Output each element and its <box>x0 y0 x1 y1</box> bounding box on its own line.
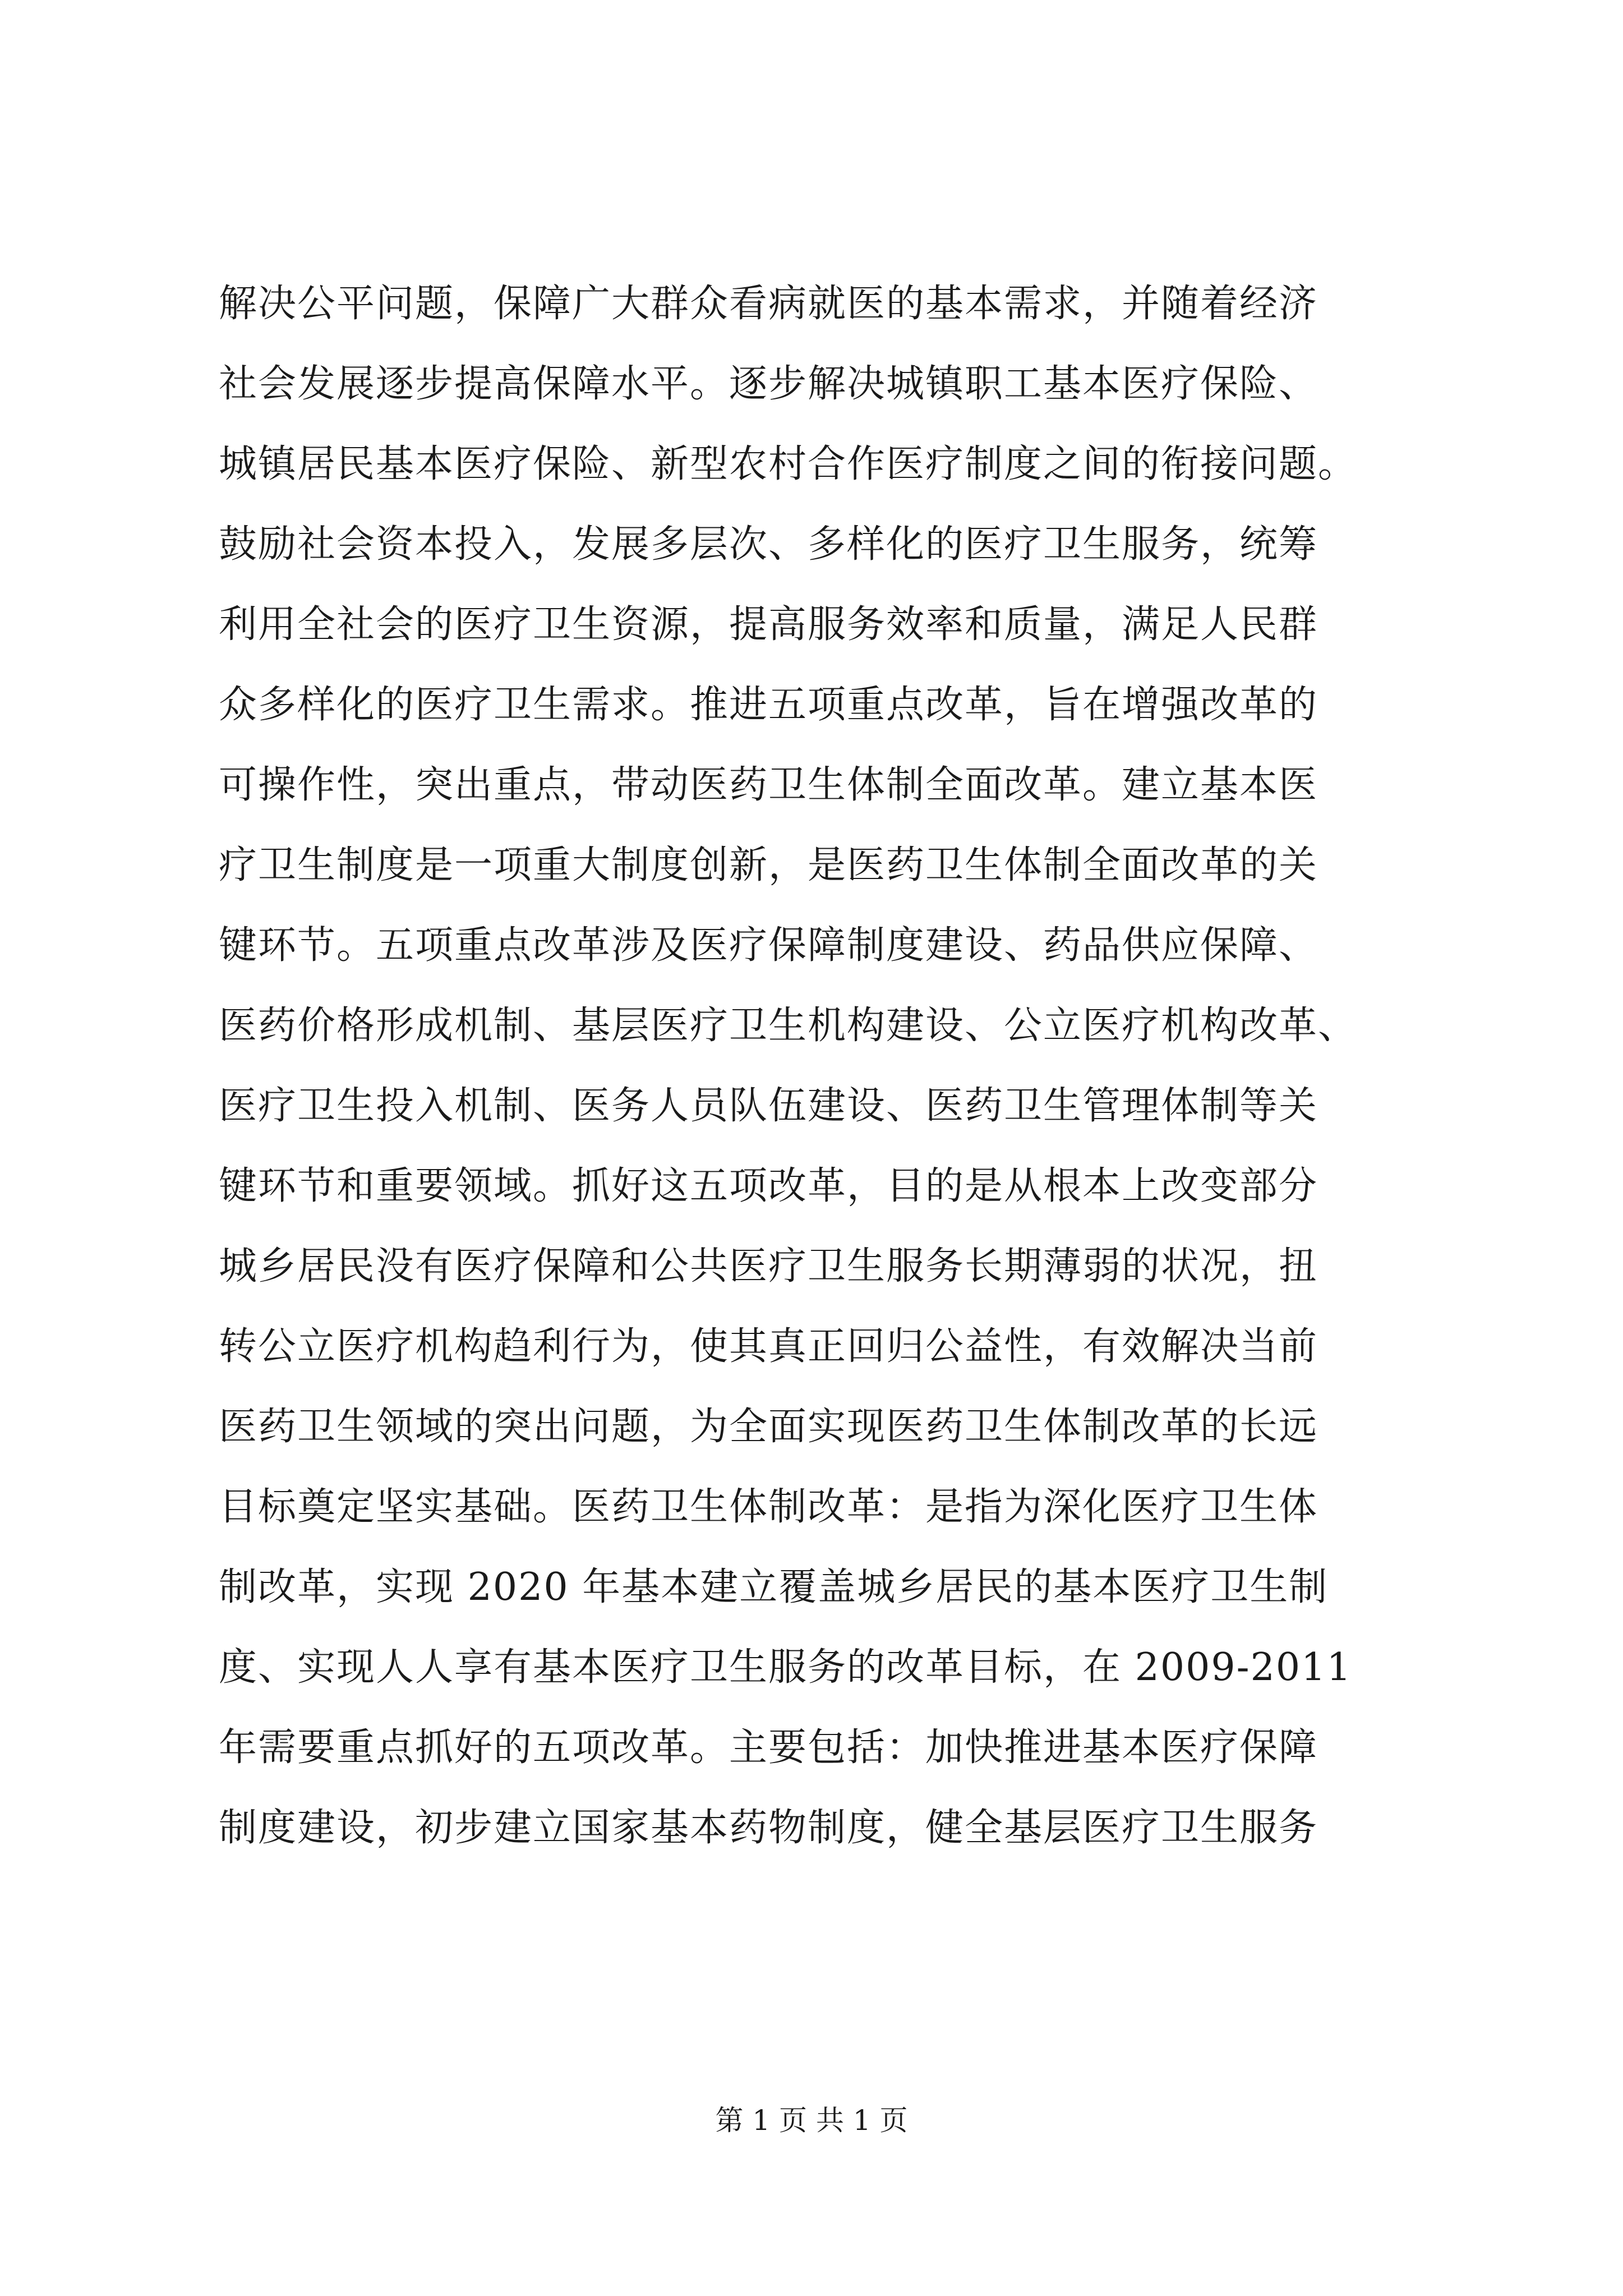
text-line: 制改革，实现 2020 年基本建立覆盖城乡居民的基本医疗卫生制 <box>219 1565 1329 1609</box>
text-line: 城乡居民没有医疗保障和公共医疗卫生服务长期薄弱的状况，扭 <box>219 1244 1318 1289</box>
text-line: 键环节。五项重点改革涉及医疗保障制度建设、药品供应保障、 <box>219 923 1318 968</box>
text-line: 医药卫生领域的突出问题，为全面实现医药卫生体制改革的长远 <box>219 1405 1318 1449</box>
text-line: 制度建设，初步建立国家基本药物制度，健全基层医疗卫生服务 <box>219 1806 1318 1850</box>
text-line: 可操作性，突出重点，带动医药卫生体制全面改革。建立基本医 <box>219 763 1318 807</box>
text-line: 目标奠定坚实基础。医药卫生体制改革：是指为深化医疗卫生体 <box>219 1485 1318 1529</box>
text-line: 键环节和重要领域。抓好这五项改革，目的是从根本上改变部分 <box>219 1164 1318 1208</box>
text-line: 利用全社会的医疗卫生资源，提高服务效率和质量，满足人民群 <box>219 602 1318 647</box>
text-line: 鼓励社会资本投入，发展多层次、多样化的医疗卫生服务，统筹 <box>219 522 1318 567</box>
text-line: 社会发展逐步提高保障水平。逐步解决城镇职工基本医疗保险、 <box>219 362 1318 406</box>
text-line: 众多样化的医疗卫生需求。推进五项重点改革，旨在增强改革的 <box>219 683 1318 727</box>
text-line: 城镇居民基本医疗保险、新型农村合作医疗制度之间的衔接问题。 <box>219 442 1358 486</box>
page-footer <box>0 2101 1623 2140</box>
body-text <box>219 264 1497 1868</box>
text-line: 度、实现人人享有基本医疗卫生服务的改革目标，在 2009-2011 <box>219 1645 1352 1690</box>
page-number: 第 1 页 共 1 页 <box>715 2104 908 2137</box>
text-line: 年需要重点抓好的五项改革。主要包括：加快推进基本医疗保障 <box>219 1726 1318 1770</box>
text-line: 疗卫生制度是一项重大制度创新，是医药卫生体制全面改革的关 <box>219 843 1318 887</box>
text-line: 转公立医疗机构趋利行为，使其真正回归公益性，有效解决当前 <box>219 1324 1318 1369</box>
text-line: 医药价格形成机制、基层医疗卫生机构建设、公立医疗机构改革、 <box>219 1004 1358 1048</box>
text-line: 医疗卫生投入机制、医务人员队伍建设、医药卫生管理体制等关 <box>219 1084 1318 1128</box>
text-line: 解决公平问题，保障广大群众看病就医的基本需求，并随着经济 <box>219 282 1318 326</box>
